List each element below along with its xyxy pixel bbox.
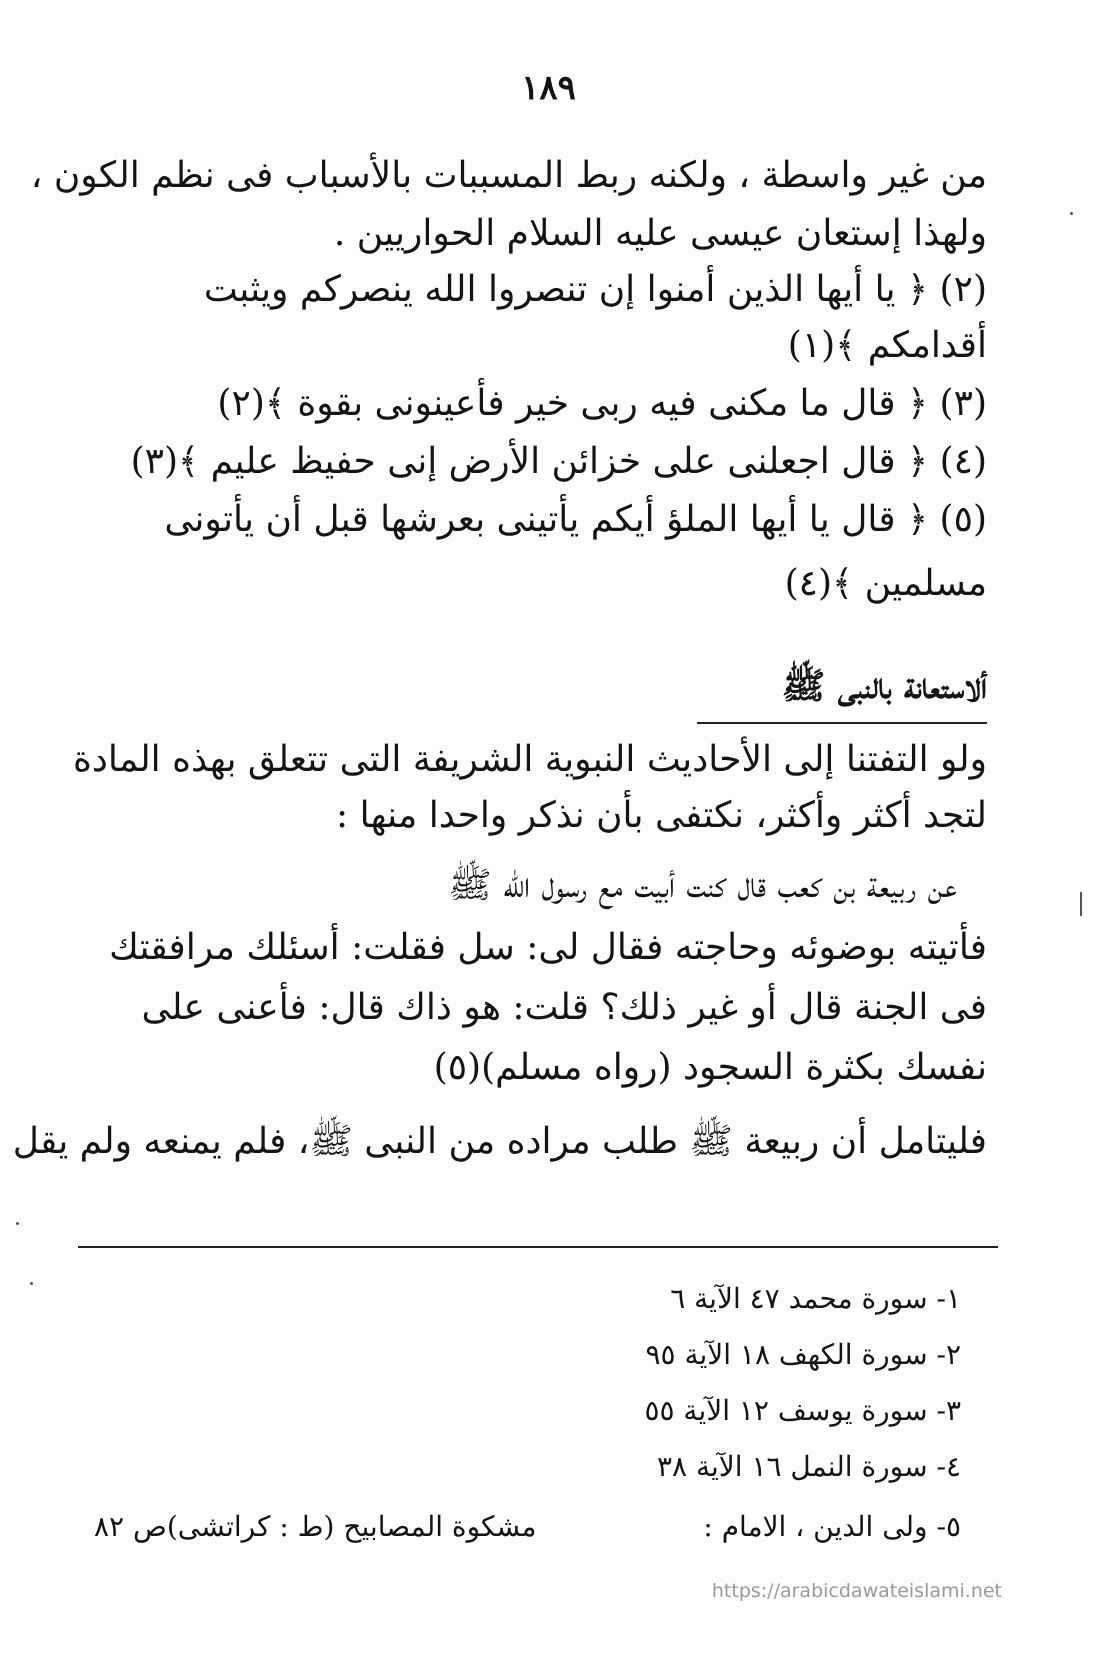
scan-speck xyxy=(1070,212,1073,215)
verse-line: (٤) ﴿ قال اجعلنى على خزائن الأرض إنى حفيظ عليم ﴾(٣) xyxy=(130,441,987,482)
hadith-line: فى الجنة قال أو غير ذلك؟ قلت: هو ذاك قال: فأعنى على xyxy=(141,987,987,1028)
scan-mark xyxy=(1080,892,1082,916)
verse-line: (٥) ﴿ قال يا أيها الملؤ أيكم يأتينى بعرشها قبل أن يأتونى xyxy=(164,499,987,540)
footnote: ١- سورة محمد ٤٧ الآية ٦ xyxy=(670,1282,961,1315)
page-number: ١٨٩ xyxy=(521,68,576,108)
verse-line: (٣) ﴿ قال ما مكنى فيه ربى خير فأعينونى بقوة ﴾(٢) xyxy=(217,383,987,424)
verse-line: (٢) ﴿ يا أيها الذين أمنوا إن تنصروا الله ينصركم ويثبت xyxy=(203,269,987,310)
footnote: ٤- سورة النمل ١٦ الآية ٣٨ xyxy=(657,1450,961,1483)
hadith-line: عن ربيعة بن كعب قال كنت أبيت مع رسول الله ﷺ xyxy=(448,865,957,906)
scan-speck xyxy=(30,1282,33,1285)
verse-line: أقدامكم ﴾(١) xyxy=(787,325,987,366)
hadith-line: فأتيته بوضوئه وحاجته فقال لى: سل فقلت: أسئلك مرافقتك xyxy=(109,927,987,968)
body-line: لتجد أكثر وأكثر، نكتفى بأن نذكر واحدا منها : xyxy=(336,795,987,836)
footnote: ٢- سورة الكهف ١٨ الآية ٩٥ xyxy=(645,1338,961,1371)
footnote: ٣- سورة يوسف ١٢ الآية ٥٥ xyxy=(644,1394,961,1427)
scan-speck xyxy=(16,1222,19,1225)
section-heading: ألاستعانة بالنبى ﷺ xyxy=(781,665,987,707)
body-line: ولهذا إستعان عيسى عليه السلام الحواريين . xyxy=(333,213,987,254)
body-line: فليتامل أن ربيعة ﷺ طلب مراده من النبى ﷺ، فلم يمنعه ولم يقل xyxy=(12,1121,987,1162)
body-line: من غير واسطة ، ولكنه ربط المسببات بالأسباب فى نظم الكون ، xyxy=(30,155,987,196)
heading-underline xyxy=(697,722,987,724)
footnote-separator xyxy=(78,1246,998,1248)
footnote: ٥- ولى الدين ، الامام : xyxy=(703,1510,961,1543)
site-watermark: https://arabicdawateislami.net xyxy=(711,1580,1002,1602)
footnote-source: مشكوة المصابيح (ط : كراتشى)ص ٨٢ xyxy=(94,1510,537,1543)
body-line: ولو التفتنا إلى الأحاديث النبوية الشريفة التى تتعلق بهذه المادة xyxy=(73,739,987,780)
verse-line: مسلمين ﴾(٤) xyxy=(784,563,987,604)
hadith-line: نفسك بكثرة السجود (رواه مسلم)(٥) xyxy=(433,1047,987,1088)
